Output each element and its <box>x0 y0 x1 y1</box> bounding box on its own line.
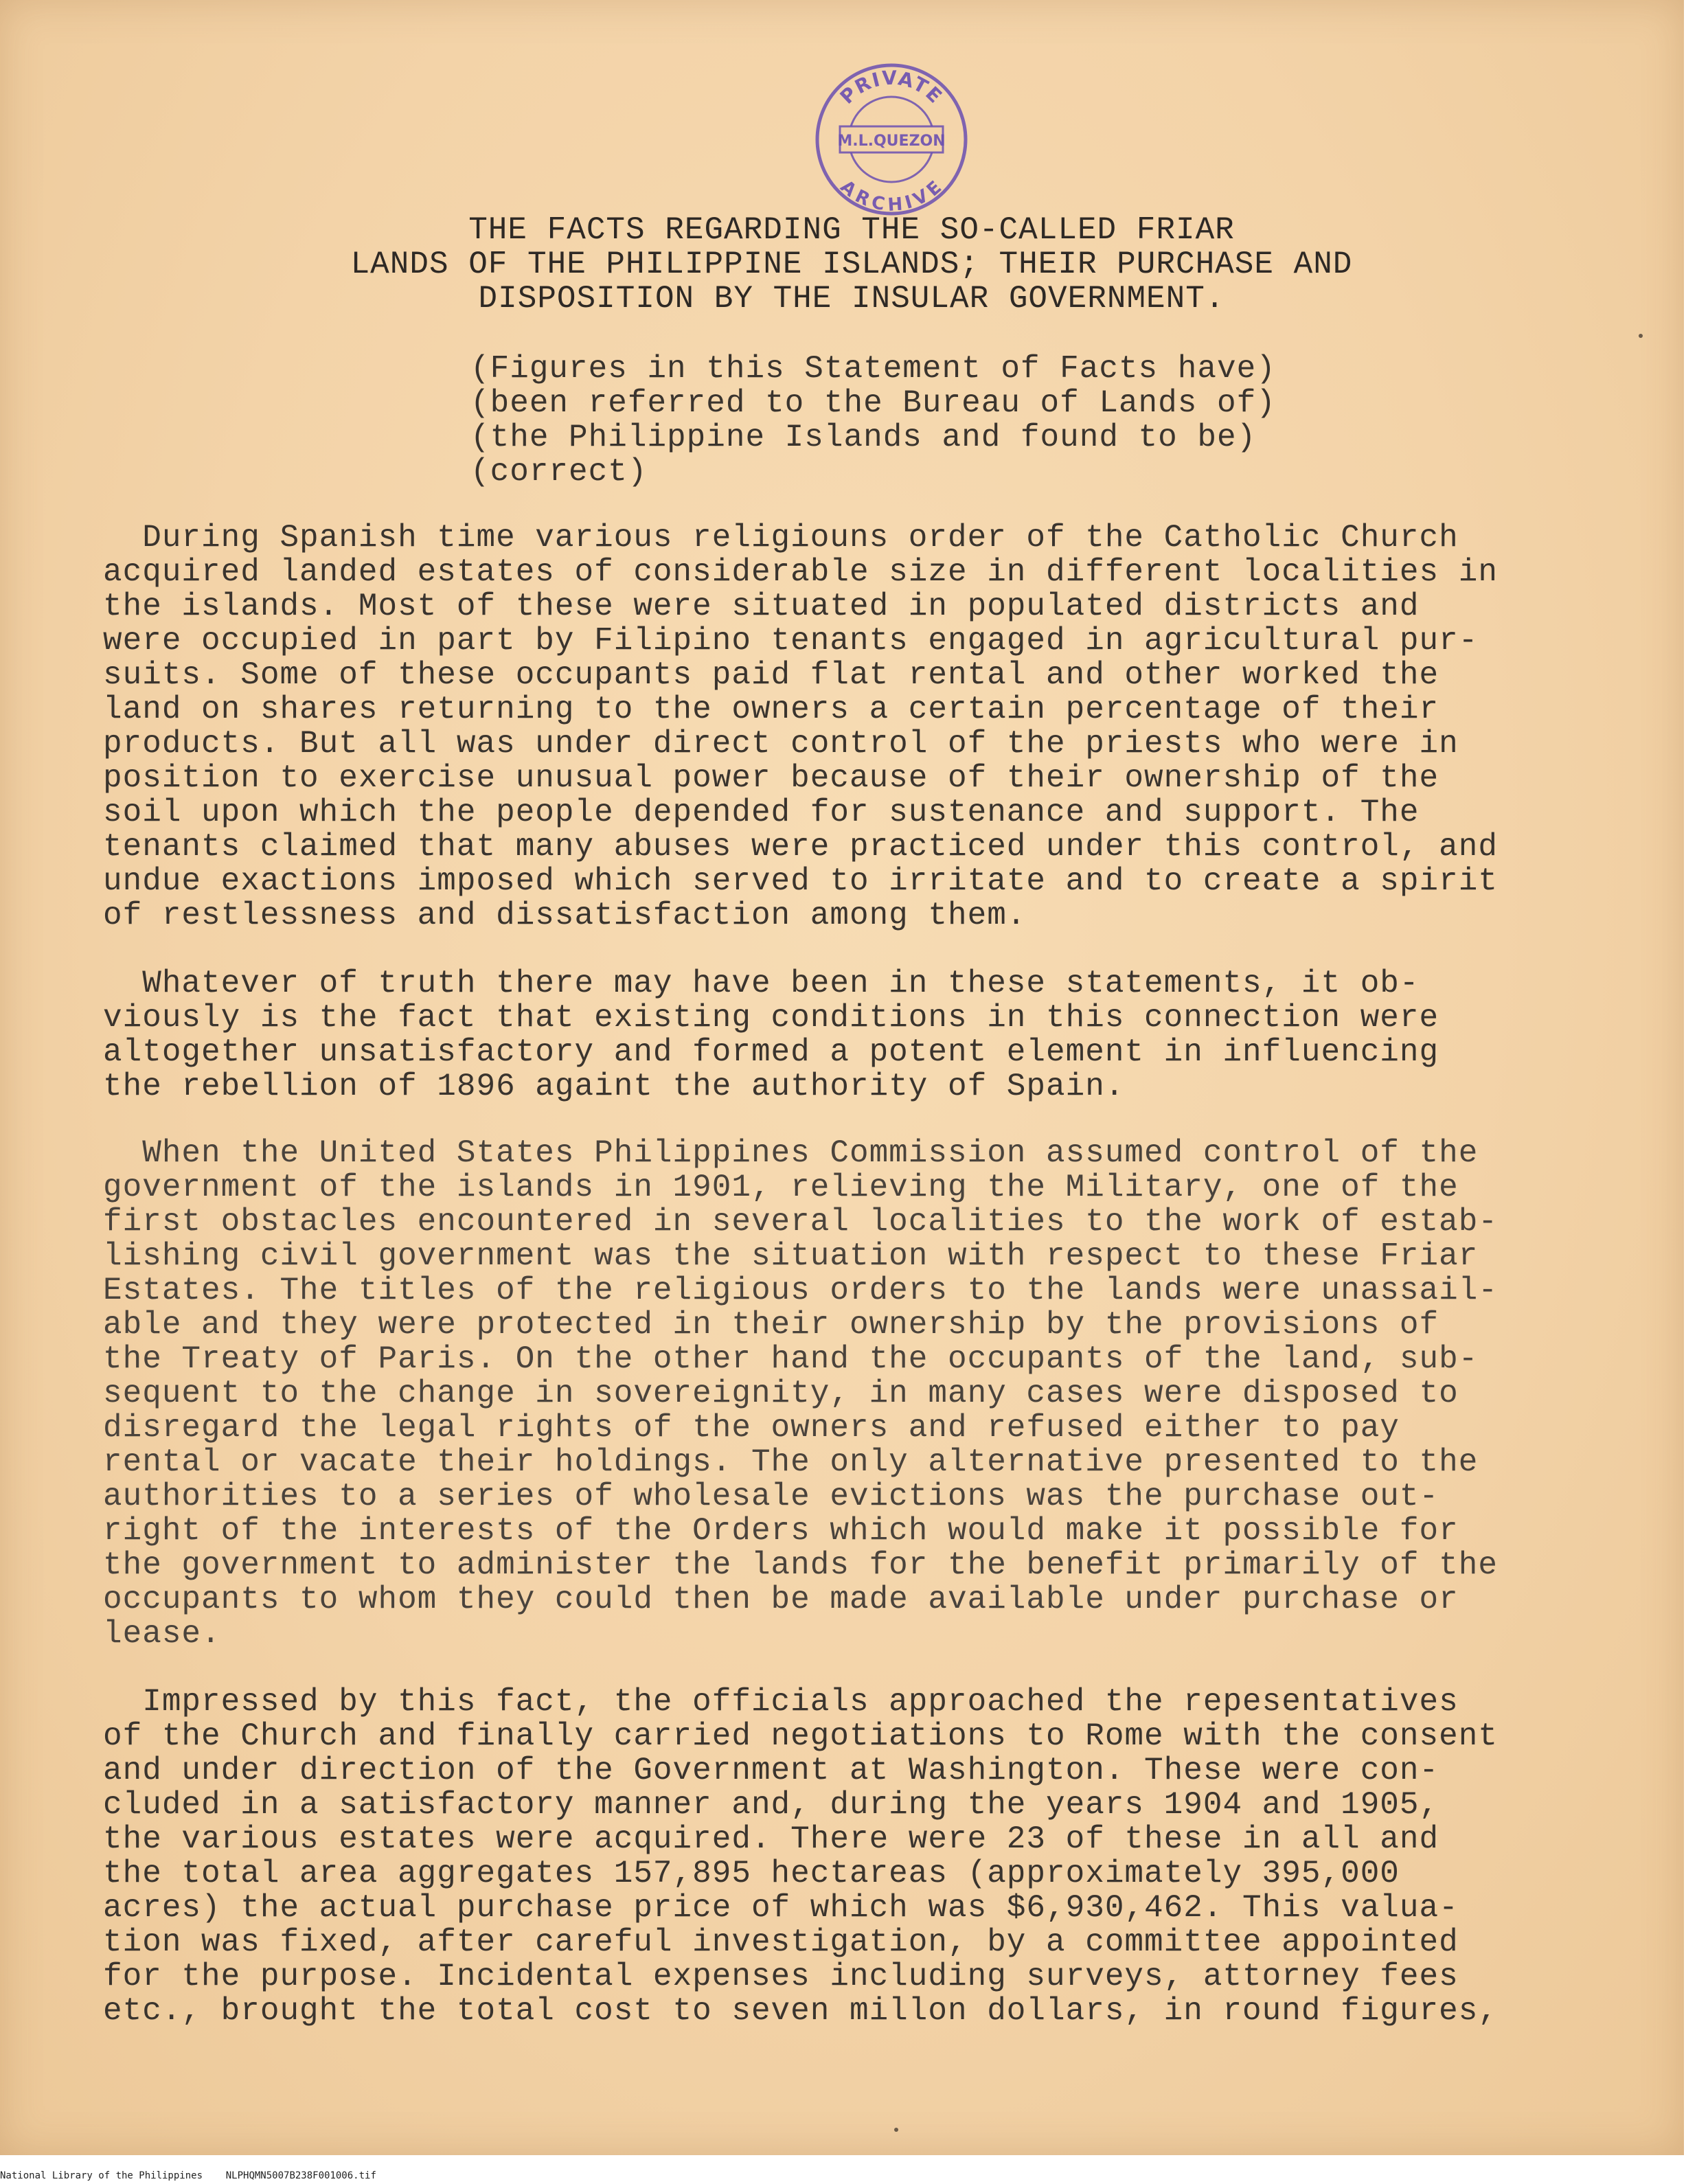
svg-text:PRIVATE <box>836 67 948 109</box>
paragraph-truth-statements: Whatever of truth there may have been in these statements, it ob- viously is the fact that existing conditions in this connection were altogether unsatisfactory and formed a potent element in influencing the rebellion of 1896 againt the authority of Spain. <box>103 966 1439 1104</box>
paragraph-commission-control: When the United States Philippines Commission assumed control of the government of the islands in 1901, relieving the Military, one of the first obstacles encountered in several localities to the work of estab- lishing civil government was the situation with respect to these Friar Estates. The titles of the religious orders to the lands were unassail- able and they were protected in their ownership by the provisions of the Treaty of Paris. On the other hand the occupants of the land, sub- sequent to the change in sovereignity, in many cases were disposed to disregard the legal rights of the owners and refused either to pay rental or vacate their holdings. The only alternative presented to the authorities to a series of wholesale evictions was the purchase out- right of the interests of the Orders which would make it possible for the government to administer the lands for the benefit primarily of the occupants to whom they could then be made available under purchase or lease. <box>103 1135 1498 1652</box>
stamp-center-text: M.L.QUEZON <box>837 133 946 150</box>
figures-note: (Figures in this Statement of Facts have) (been referred to the Bureau of Lands of) (the Philippine Islands and found to be) (correct) <box>470 351 1276 490</box>
paragraph-spanish-time: During Spanish time various religiouns order of the Catholic Church acquired landed estates of considerable size in different localities in the islands. Most of these were situated in populated districts and were occupied in part by Filipino tenants engaged in agricultural pur- suits. Some of these occupants paid flat rental and other worked the land on shares returning to the owners a certain percentage of their products. But all was under direct control of the priests who were in position to exercise unusual power because of their ownership of the soil upon which the people depended for sustenance and support. The tenants claimed that many abuses were practiced under this control, and undue exactions imposed which served to irritate and to create a spirit of restlessness and dissatisfaction among them. <box>103 520 1498 933</box>
scan-footer <box>0 2170 376 2181</box>
paper-speck <box>1639 334 1643 338</box>
scan-file-id: NLPHQMN5007B238F001006.tif <box>225 2170 376 2181</box>
paragraph-negotiations: Impressed by this fact, the officials approached the repesentatives of the Church and finally carried negotiations to Rome with the consent and under direction of the Government at Washington. These were con- cluded in a satisfactory manner and, during the years 1904 and 1905, the various estates were acquired. There were 23 of these in all and the total area aggregates 157,895 hectareas (approximately 395,000 acres) the actual purchase price of which was $6,930,462. This valua- tion was fixed, after careful investigation, by a committee appointed for the purpose. Incidental expenses including surveys, attorney fees etc., brought the total cost to seven millon dollars, in round figures, <box>103 1684 1498 2029</box>
stamp-bottom-text: ARCHIVE <box>836 176 947 216</box>
document-title: THE FACTS REGARDING THE SO-CALLED FRIAR LANDS OF THE PHILIPPINE ISLANDS; THEIR PURCHASE AND DISPOSITION BY THE INSULAR GOVERNMENT. <box>350 212 1353 317</box>
quezon-archive-stamp <box>812 60 970 218</box>
library-credit: National Library of the Philippines <box>0 2170 203 2181</box>
paper-speck <box>894 2128 898 2132</box>
stamp-top-text: PRIVATE <box>835 66 948 109</box>
